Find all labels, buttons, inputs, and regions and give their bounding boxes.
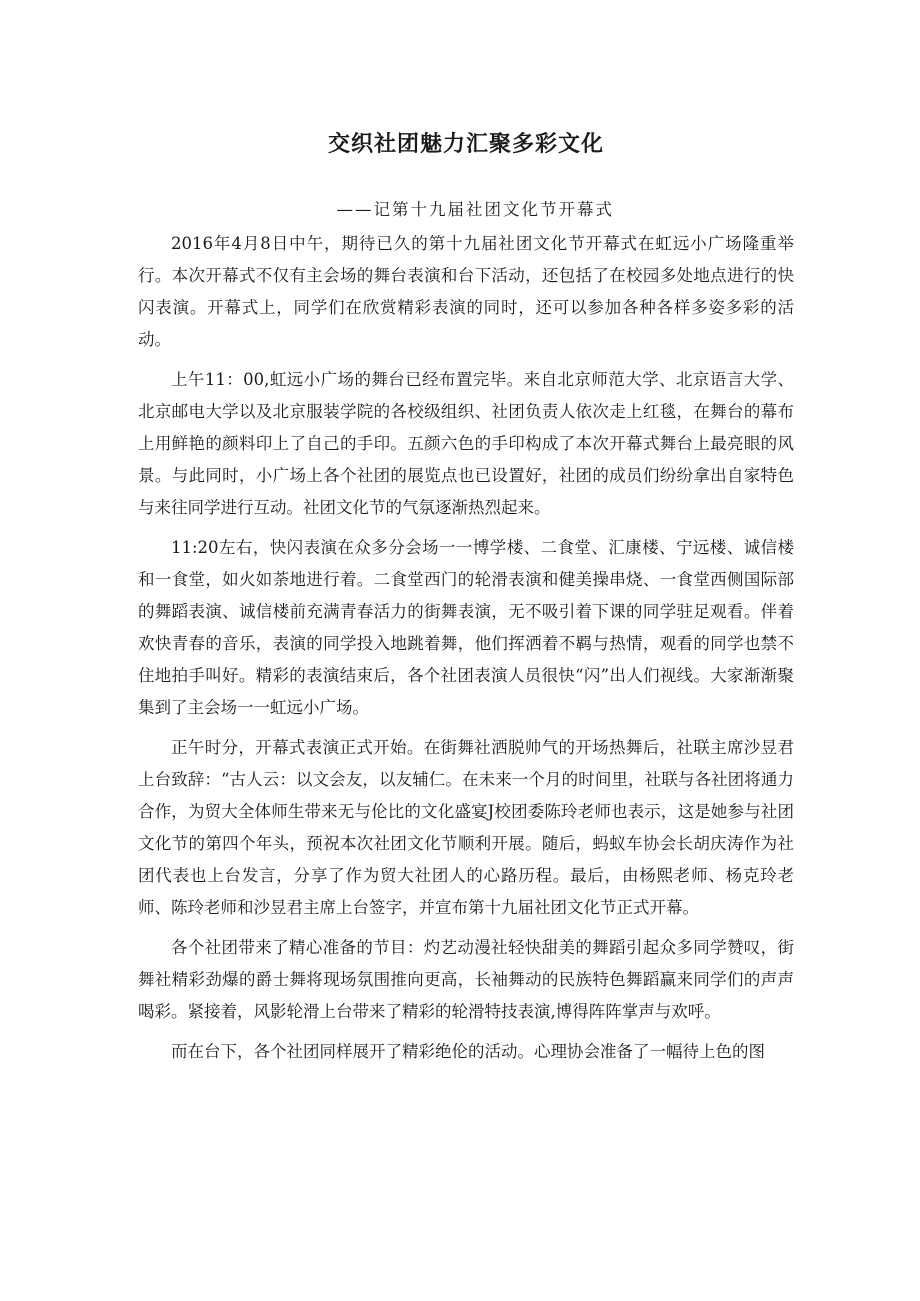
paragraph-5: 各个社团带来了精心准备的节目：灼艺动漫社轻快甜美的舞蹈引起众多同学赞叹，街舞社精彩劲爆的爵士舞将现场氛围推向更高，长袖舞动的民族特色舞蹈赢来同学们的声声喝彩。紧接着，风影轮滑上台带来了精彩的轮滑特技表演,博得阵阵掌声与欢呼。 <box>138 938 794 1021</box>
document-page <box>138 120 794 1068</box>
paragraph-4: 正午时分，开幕式表演正式开始。在街舞社洒脱帅气的开场热舞后，社联主席沙昱君上台致辞：“古人云：以文会友，以友辅仁。在未来一个月的时间里，社联与各社团将通力合作，为贸大全体师生带来无与伦比的文化盛宴J校团委陈玲老师也表示，这是她参与社团文化节的第四个年头，预祝本次社团文化节顺利开展。随后，蚂蚁车协会长胡庆涛作为社团代表也上台发言，分享了作为贸大社团人的心路历程。最后，由杨熙老师、杨克玲老师、陈玲老师和沙昱君主席上台签字，并宣布第十九届社团文化节正式开幕。 <box>138 738 794 917</box>
document-subtitle: ——记第十九届社团文化节开幕式 <box>336 200 614 219</box>
paragraph-3: 11:20左右，快闪表演在众多分会场一一博学楼、二食堂、汇康楼、宁远楼、诚信楼和一食堂，如火如荼地进行着。二食堂西门的轮滑表演和健美操串烧、一食堂西侧国际部的舞蹈表演、诚信楼前充满青春活力的街舞表演，无不吸引着下课的同学驻足观看。伴着欢快青春的音乐，表演的同学投入地跳着舞，他们挥洒着不羁与热情，观看的同学也禁不住地拍手叫好。精彩的表演结束后，各个社团表演人员很快“闪”出人们视线。大家渐渐聚集到了主会场一一虹远小广场。 <box>138 538 794 717</box>
document-title: 交织社团魅力汇聚多彩文化 <box>327 132 604 157</box>
paragraph-2: 上午11：00,虹远小广场的舞台已经布置完毕。来自北京师范大学、北京语言大学、北京邮电大学以及北京服装学院的各校级组织、社团负责人依次走上红毯，在舞台的幕布上用鲜艳的颜料印上了自己的手印。五颜六色的手印构成了本次开幕式舞台上最亮眼的风景。与此同时，小广场上各个社团的展览点也已设置好，社团的成员们纷纷拿出自家特色与来往同学进行互动。社团文化节的气氛逐渐热烈起来。 <box>138 370 794 517</box>
document-body <box>138 228 794 1068</box>
paragraph-1: 2016年4月8日中午，期待已久的第十九届社团文化节开幕式在虹远小广场隆重举行。本次开幕式不仅有主会场的舞台表演和台下活动，还包括了在校园多处地点进行的快闪表演。开幕式上，同学们在欣赏精彩表演的同时，还可以参加各种各样多姿多彩的活动。 <box>138 234 794 349</box>
paragraph-6: 而在台下，各个社团同样展开了精彩绝伦的活动。心理协会准备了一幅待上色的图 <box>171 1042 765 1061</box>
